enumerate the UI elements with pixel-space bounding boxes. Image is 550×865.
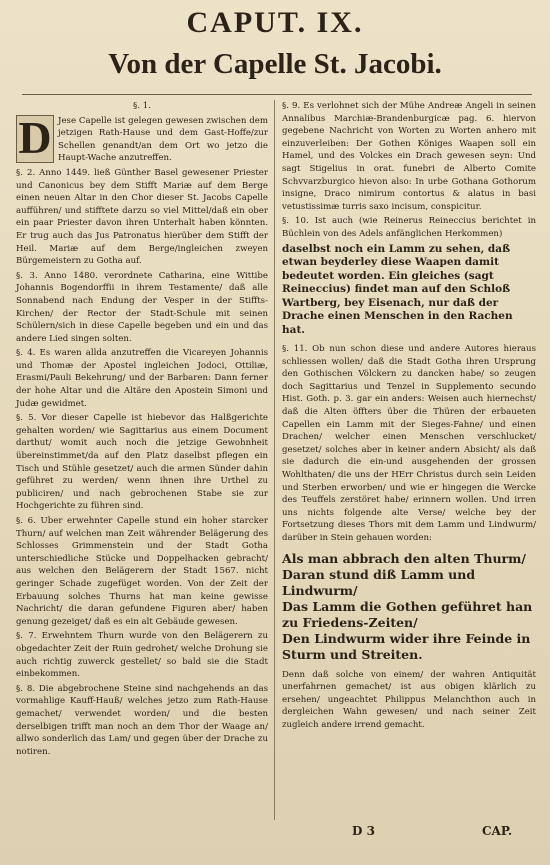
section-10-intro: §. 10. Ist auch (wie Reinerus Reineccius berichtet in Büchlein von des Adels anfänglichen Herkommen) [282,216,536,239]
chapter-subtitle: Von der Capelle St. Jacobi. [108,48,442,80]
section-10-emphasis: daselbst noch ein Lamm zu sehen, daß etwan beyderley diese Waapen damit bedeutet worden. Ein gleiches (sagt Reineccius) findet man auf den Schloß Wartberg, bey Eisenach, nur daß der Drache einen Menschen in den Rachen hat. [282,242,513,336]
verse-line-3: Das Lamm die Gothen geführet han zu Friedens-Zeiten/ [282,598,533,630]
left-column [16,100,268,760]
verse-line-1: Als man abbrach den alten Thurm/ [282,550,526,566]
section-1-paragraph [16,111,268,165]
section-6-paragraph: §. 6. Uber erwehnter Capelle stund ein hoher starcker Thurn/ auf welchen man Zeit währender Belägerung des Schlosses Grimmenstein und der Stadt Gotha unterschiedliche Stücke und Doppelhacken gebracht/ aus welchen den Belägerern der Stadt 1567. nicht geringer Schade zugefüget worden. Von der Zeit der Erbauung solches Thurns hat man keine gewisse Nachricht/ die daran gefundene Figuren aber/ haben genung gezeiget/ daß es ein alt Gebäude gewesen. [16,516,268,627]
section-9-paragraph: §. 9. Es verlohnet sich der Mühe Andreæ Angeli in seinen Annalibus Marchiæ-Brandenburgicæ pag. 6. hiervon gegebene Nachricht von Worten zu Worten anhero mit einzuverleiben: Der Gothen Königes Waapen soll ein Hamel, und des Volckes ein Drach gewesen seyn: Und sagt Stigelius in orat. funebri de Alberto Comite Schvvarzburgico hievon also: In urbe Gothana Gothorum insigne, Draco nimirum contortus & alatus in basi vetustissimæ turris saxo incisum, conspicitur. [282,101,536,212]
section-8-paragraph: §. 8. Die abgebrochene Steine sind nachgehends an das vormahlige Kauff-Hauß/ welches jetzo zum Rath-Hause gemachet/ verwendet worden/ und die besten derselbigen trifft man noch an dem Thor der Waage an/ allwo sonderlich das Lam/ und gegen über der Drache zu notiren. [16,683,268,757]
section-1-heading: §. 1. [133,101,151,111]
signature-mark: D 3 [352,824,375,838]
section-2-paragraph: §. 2. Anno 1449. ließ Günther Basel gewesener Priester und Canonicus bey dem Stifft Mariæ auf dem Berge einen neuen Altar in den Chor dieser St. Jacobs Capelle aufführen/ und stifftete darzu so viel Mittel/daß ein ober ein paar Priester davon ihren Unterhalt haben könnten. Er trug auch das Jus Patronatus hierüber dem Stifft der Heil. Mariæ auf dem Berge/ingleichen zweyen Bürgemeistern zu Gotha auf. [16,167,268,267]
catchword: CAP. [482,824,513,838]
chapter-title: CAPUT. IX. [186,6,364,39]
section-4-paragraph: §. 4. Es waren allda anzutreffen die Vicareyen Johannis und Thomæ der Apostel ingleichen Jodoci, Ottiliæ, Erasmi/Pauli Bekehrung/ und der Barbaren: Dann ferner der hohe Altar und die Altäre den Apostein Simoni und Judæ gewidmet. [16,348,268,409]
section-7-paragraph: §. 7. Erwehntem Thurn wurde von den Belägerern zu obgedachter Zeit der Ruin gedrohet/ welche Drohung sie auch richtig zuwerck gestellet/ so bald sie die Stadt einbekommen. [16,631,268,680]
drop-cap: D [16,115,54,163]
closing-paragraph: Denn daß solche von einem/ der wahren Antiquität unerfahrnen gemachet/ ist aus obigen klärlich zu ersehen/ ungeachtet Philippus Melanchthon auch in dergleichen Wahn gewesen/ und nach seiner Zeit zugleich andere irrend gemacht. [282,669,536,730]
right-column [282,100,536,734]
verse-line-2: Daran stund diß Lamm und Lindwurm/ [282,566,476,598]
verse-block [282,551,536,663]
section-5-paragraph: §. 5. Vor dieser Capelle ist hiebevor das Halßgerichte gehalten worden/ wie Sagittarius aus einem Document darthut/ womit auch noch die jetzige Gewohnheit übereinstimmet/da auf den Platz daselbst pflegen ein Tisch und Stühle gesetzet/ auch die armen Sünder dahin geführet zu werden/ wenn ihnen ihre Urthel zu publiciren/ und nach gebrochenen Stabe sie zur Hochgerichte zu führen sind. [16,413,268,512]
column-divider [274,100,275,820]
section-1-text: Jese Capelle ist gelegen gewesen zwischen dem jetzigen Rath-Hause und dem Gast-Hoffe/zur Schellen genandt/an dem Ort wo jetzo die Haupt-Wache anzutreffen. [58,115,268,164]
verse-line-4: Den Lindwurm wider ihre Feinde in Sturm und Streiten. [282,630,531,662]
section-3-paragraph: §. 3. Anno 1480. verordnete Catharina, eine Wittibe Johannis Bogendorffii in ihrem Testamente/ daß alle Sonnabend nach Endung der Vesper in der Stiffts-Kirchen/ der Rector der Stadt-Schule mit seinen Schülern/sich in diese Capelle begeben und ein und das andere Lied singen solten. [16,270,268,344]
section-11-paragraph: §. 11. Ob nun schon diese und andere Autores hieraus schliessen wollen/ daß die Stadt Gotha ihren Ursprung den Gothischen Völckern zu dancken habe/ so zeugen doch Sagittarius und Tenzel in Supplemento secundo Hist. Goth. p. 3. gar ein anders: Weisen auch hiernechst/ daß die Alten öffters über die Thüren der erbaueten Capellen ein Lamm mit der Sieges-Fahne/ und einen Drachen/ welcher einen Menschen verschlucket/ gesetzet/ solches aber in keiner andern Absicht/ als daß sie dadurch die ein-und ausgehenden der grossen Wohlthaten/ die uns der HErr Christus durch sein Leiden und Sterben erworben/ und wie er hingegen die Wercke des Teuffels zerstöret habe/ erinnern wollen. Und irren uns nichts folgende alte Verse/ welche bey der Fortsetzung dieses Thors mit dem Lamm und Lindwurm/ darüber in Stein gehauen worden: [282,344,536,543]
title-divider [22,94,532,95]
